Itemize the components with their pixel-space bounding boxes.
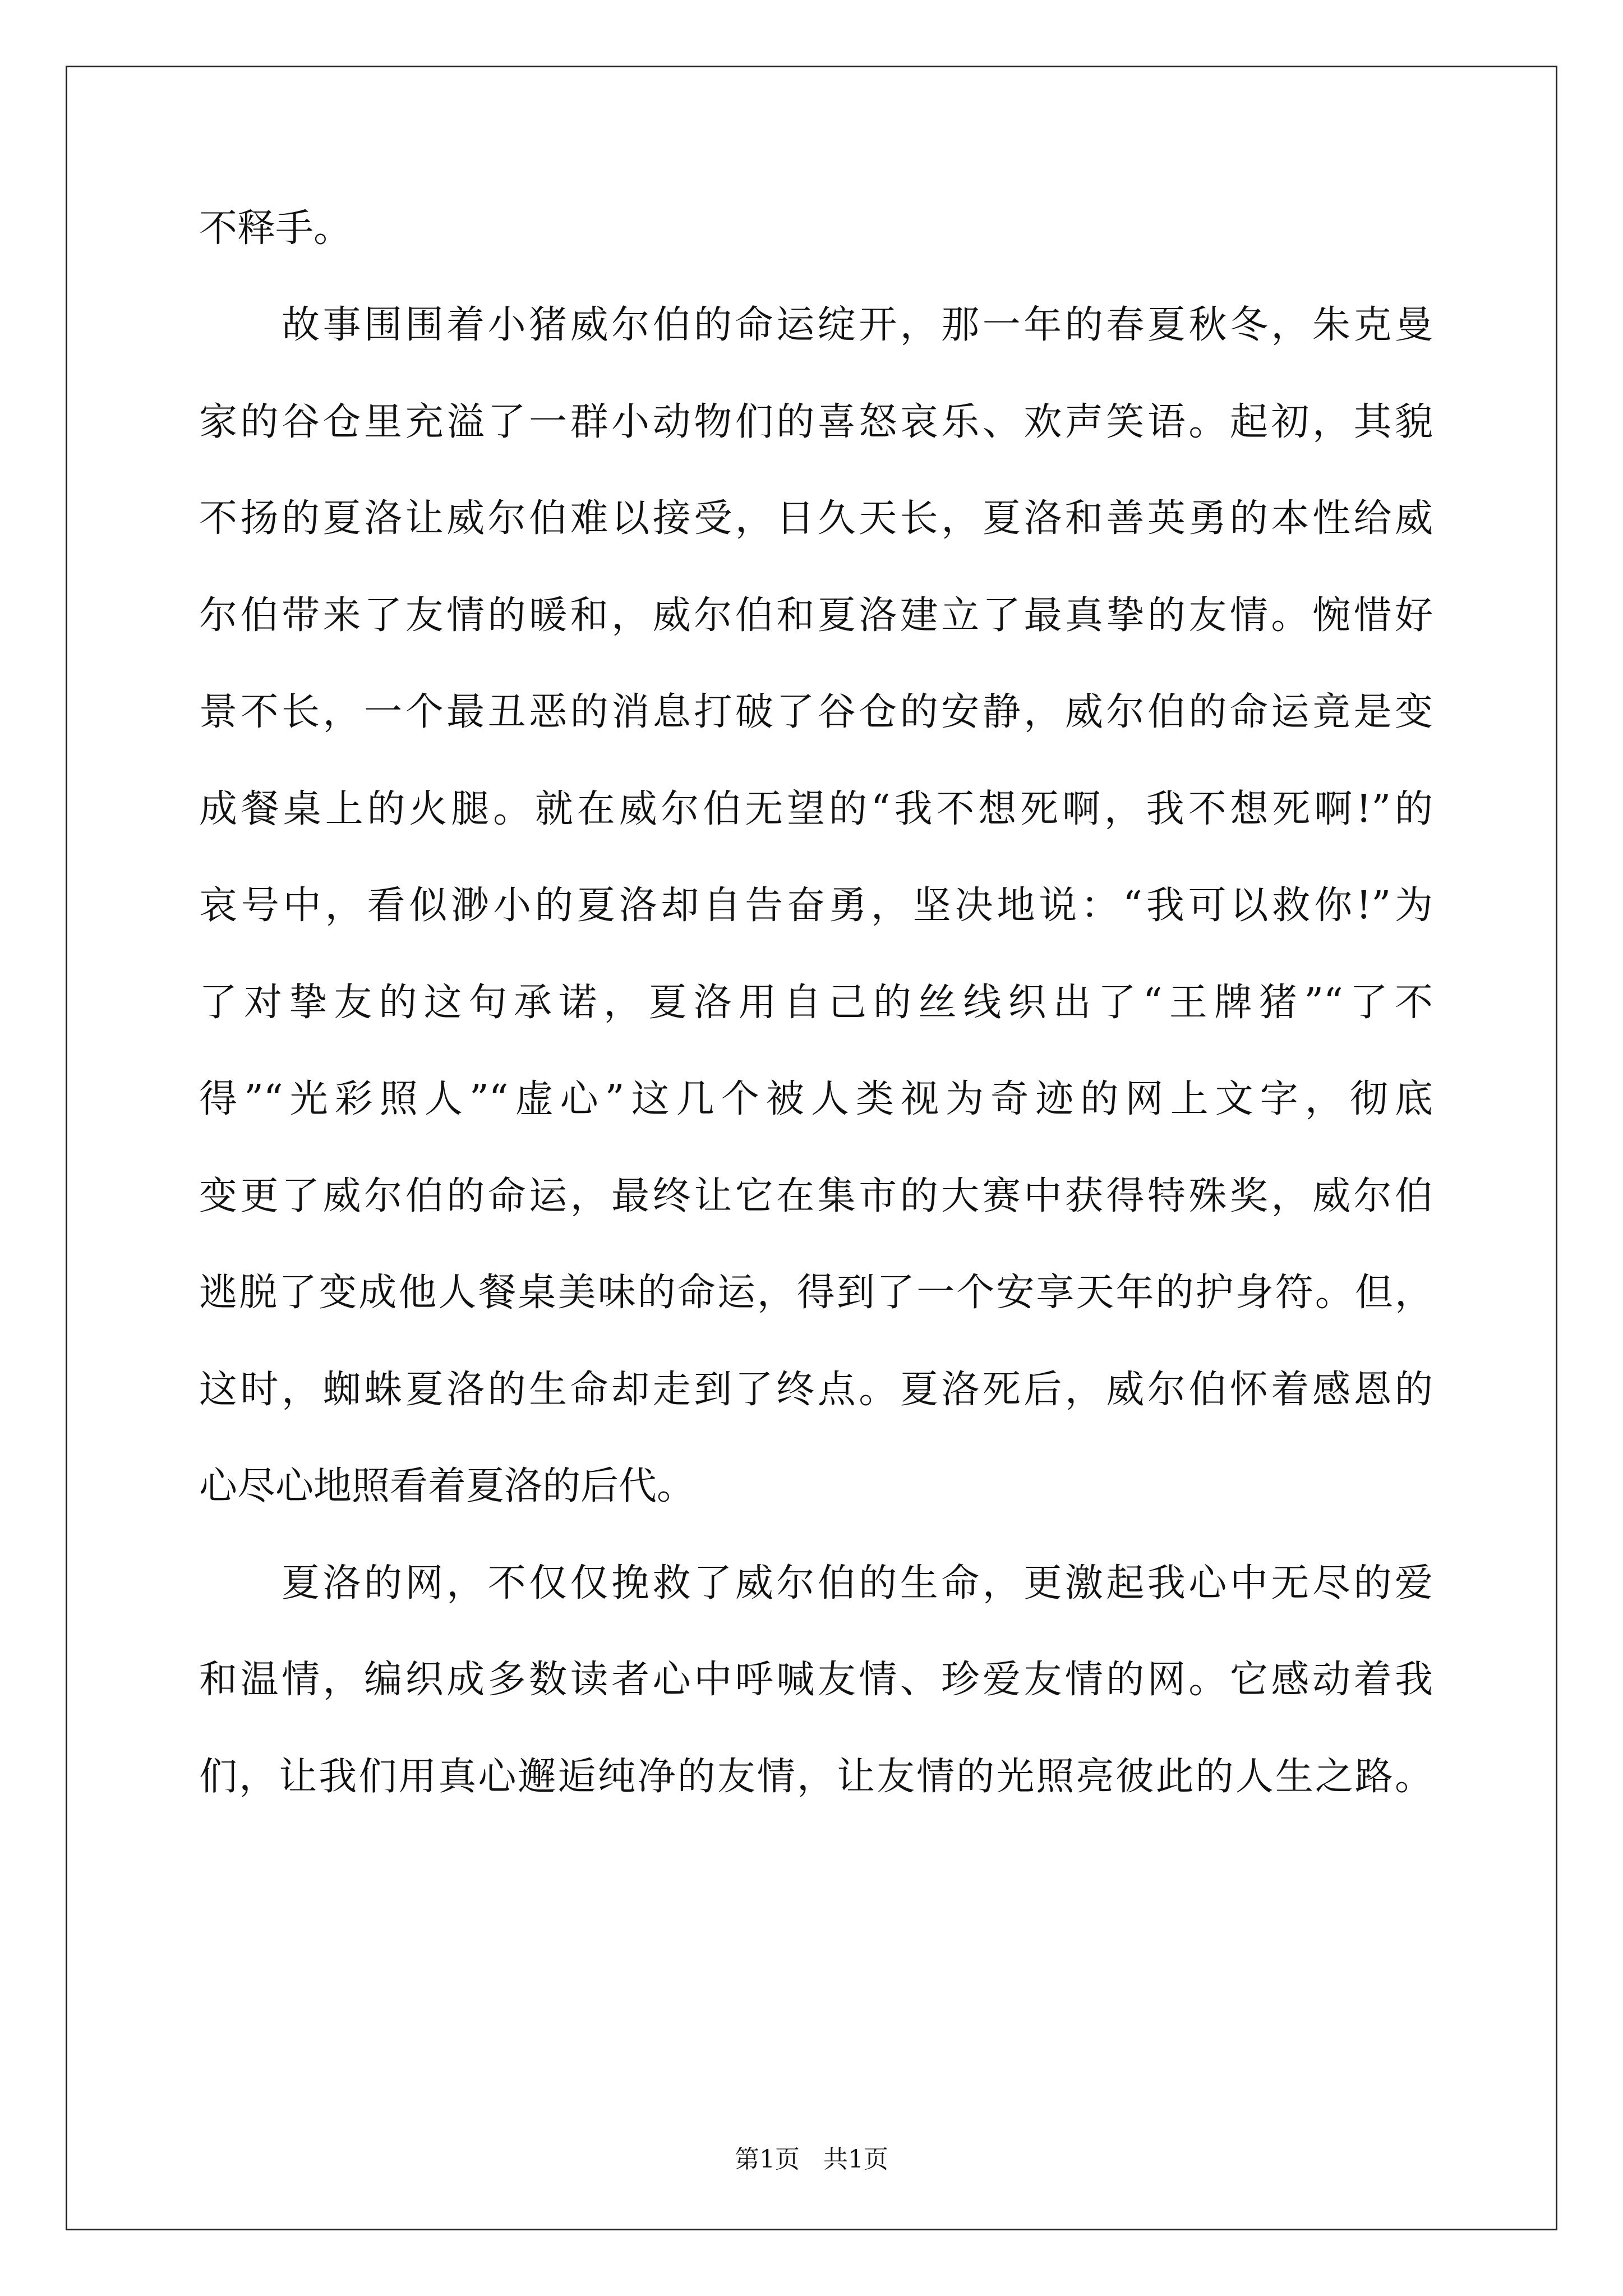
text-line: 景不长，一个最丑恶的消息打破了谷仓的安静，威尔伯的命运竟是变 <box>199 690 1433 734</box>
text-line: 变更了威尔伯的命运，最终让它在集市的大赛中获得特殊奖，威尔伯 <box>199 1174 1433 1218</box>
text-line: 心尽心地照看着夏洛的后代。 <box>199 1464 695 1508</box>
text-line: 和温情，编织成多数读者心中呼喊友情、珍爱友情的网。它感动着我 <box>199 1658 1433 1702</box>
text-line: 逃脱了变成他人餐桌美味的命运，得到了一个安享天年的护身符。但， <box>199 1271 1433 1315</box>
text-line: 这时，蜘蛛夏洛的生命却走到了终点。夏洛死后，威尔伯怀着感恩的 <box>199 1368 1433 1412</box>
text-line: 得”“光彩照人”“虚心”这几个被人类视为奇迹的网上文字，彻底 <box>199 1077 1433 1121</box>
text-line: 了对挚友的这句承诺，夏洛用自己的丝线织出了“王牌猪”“了不 <box>199 981 1433 1025</box>
text-line: 家的谷仓里充溢了一群小动物们的喜怒哀乐、欢声笑语。起初，其貌 <box>199 400 1433 444</box>
text-line: 尔伯带来了友情的暖和，威尔伯和夏洛建立了最真挚的友情。惋惜好 <box>199 593 1433 638</box>
text-line: 成餐桌上的火腿。就在威尔伯无望的“我不想死啊，我不想死啊!”的 <box>199 787 1433 831</box>
text-line: 哀号中，看似渺小的夏洛却自告奋勇，坚决地说：“我可以救你!”为 <box>199 884 1433 928</box>
text-line: 不释手。 <box>199 206 352 251</box>
page-border <box>66 66 1557 2230</box>
text-line: 不扬的夏洛让威尔伯难以接受，日久天长，夏洛和善英勇的本性给威 <box>199 496 1433 541</box>
text-line: 们，让我们用真心邂逅纯净的友情，让友情的光照亮彼此的人生之路。 <box>199 1755 1433 1799</box>
paragraph-start-line: 故事围围着小猪威尔伯的命运绽开，那一年的春夏秋冬，朱克曼 <box>282 303 1433 347</box>
page-footer: 第1页 共1页 <box>735 2145 888 2174</box>
paragraph-start-line: 夏洛的网，不仅仅挽救了威尔伯的生命，更激起我心中无尽的爱 <box>282 1561 1433 1605</box>
